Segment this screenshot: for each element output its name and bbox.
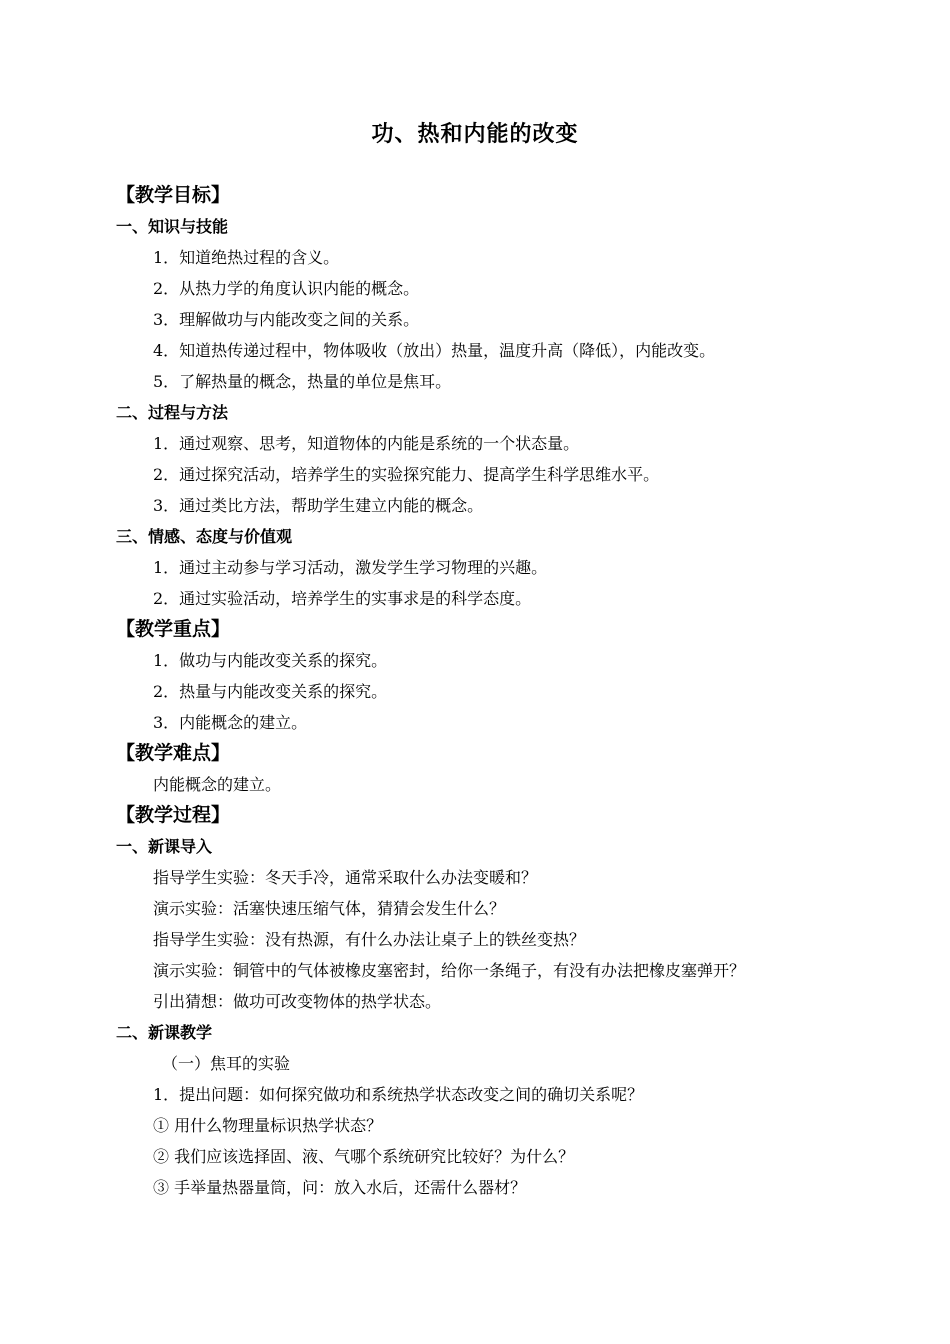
objectives-heading: 【教学目标】 bbox=[116, 184, 231, 206]
process-heading: 二、过程与方法 bbox=[116, 403, 229, 422]
emotion-heading: 三、情感、态度与价值观 bbox=[116, 527, 293, 546]
list-item: 演示实验：铜管中的气体被橡皮塞密封，给你一条绳子，有没有办法把橡皮塞弹开？ bbox=[153, 961, 746, 980]
knowledge-heading: 一、知识与技能 bbox=[116, 217, 229, 236]
intro-heading: 一、新课导入 bbox=[116, 837, 213, 856]
list-item: 2．通过探究活动，培养学生的实验探究能力、提高学生科学思维水平。 bbox=[153, 465, 660, 484]
list-item: 演示实验：活塞快速压缩气体，猜猜会发生什么？ bbox=[153, 899, 506, 918]
list-item: 3．理解做功与内能改变之间的关系。 bbox=[153, 310, 420, 329]
list-item: 1．提出问题：如何探究做功和系统热学状态改变之间的确切关系呢？ bbox=[153, 1085, 644, 1104]
list-item: ② 我们应该选择固、液、气哪个系统研究比较好？为什么？ bbox=[153, 1147, 575, 1166]
list-item: ① 用什么物理量标识热学状态？ bbox=[153, 1116, 383, 1135]
key-points-heading: 【教学重点】 bbox=[116, 618, 231, 640]
list-item: 2．通过实验活动，培养学生的实事求是的科学态度。 bbox=[153, 589, 532, 608]
list-item: 2．从热力学的角度认识内能的概念。 bbox=[153, 279, 420, 298]
page-title: 功、热和内能的改变 bbox=[371, 122, 579, 147]
list-item: 3．内能概念的建立。 bbox=[153, 713, 308, 732]
teaching-heading: 二、新课教学 bbox=[116, 1023, 213, 1042]
document-body bbox=[116, 180, 838, 1203]
list-item: 3．通过类比方法，帮助学生建立内能的概念。 bbox=[153, 496, 484, 515]
list-item: 5．了解热量的概念，热量的单位是焦耳。 bbox=[153, 372, 452, 391]
difficulty-heading: 【教学难点】 bbox=[116, 742, 231, 764]
subsection-heading: （一）焦耳的实验 bbox=[162, 1054, 291, 1073]
list-item: 指导学生实验：冬天手冷，通常采取什么办法变暖和？ bbox=[153, 868, 538, 887]
list-item: 内能概念的建立。 bbox=[153, 775, 282, 794]
list-item: 1．知道绝热过程的含义。 bbox=[153, 248, 340, 267]
list-item: 2．热量与内能改变关系的探究。 bbox=[153, 682, 388, 701]
procedure-heading: 【教学过程】 bbox=[116, 804, 231, 826]
list-item: 4．知道热传递过程中，物体吸收（放出）热量，温度升高（降低），内能改变。 bbox=[153, 341, 716, 360]
list-item: 1．做功与内能改变关系的探究。 bbox=[153, 651, 388, 670]
list-item: 1．通过观察、思考，知道物体的内能是系统的一个状态量。 bbox=[153, 434, 580, 453]
list-item: 引出猜想：做功可改变物体的热学状态。 bbox=[153, 992, 442, 1011]
list-item: ③ 手举量热器量筒，问：放入水后，还需什么器材？ bbox=[153, 1178, 527, 1197]
list-item: 指导学生实验：没有热源，有什么办法让桌子上的铁丝变热？ bbox=[153, 930, 586, 949]
list-item: 1．通过主动参与学习活动，激发学生学习物理的兴趣。 bbox=[153, 558, 548, 577]
